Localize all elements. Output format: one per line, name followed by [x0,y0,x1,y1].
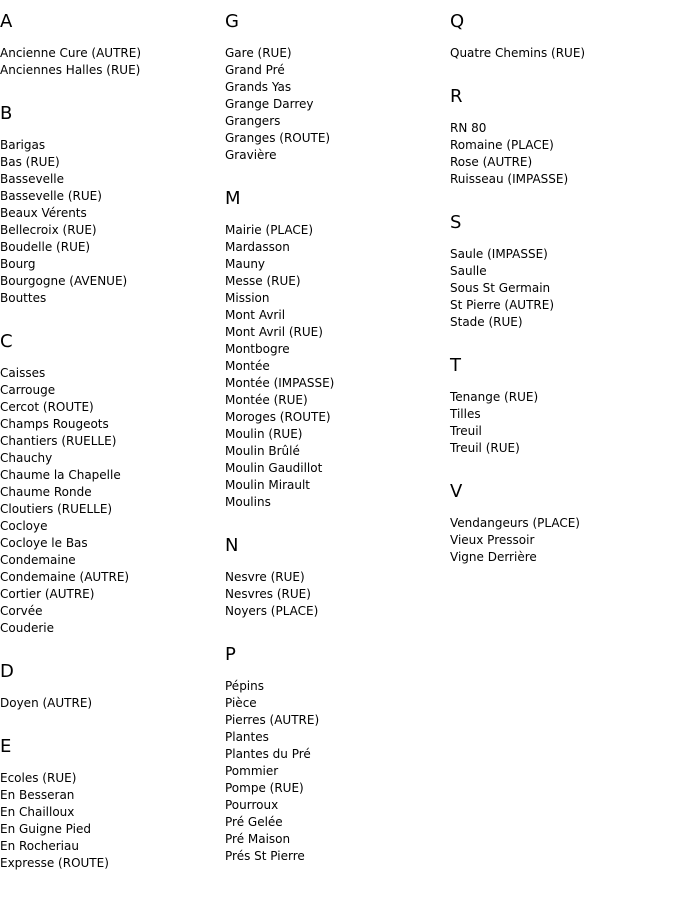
letter-heading: R [450,86,463,107]
letter-section-e [0,737,220,872]
street-entry: Mauny [225,257,266,271]
street-entry: Vendangeurs (PLACE) [450,516,580,530]
street-entry: Rose (AUTRE) [450,155,533,169]
street-entry: Tenange (RUE) [450,390,539,404]
column-3 [450,12,670,591]
street-entry: St Pierre (AUTRE) [450,298,555,312]
street-list [450,246,670,331]
street-entry: Bourg [0,257,36,271]
street-entry: Nesvre (RUE) [225,570,305,584]
street-entry: En Rocheriau [0,839,79,853]
street-entry: Gare (RUE) [225,46,292,60]
street-entry: Chauchy [0,451,53,465]
street-entry: Ancienne Cure (AUTRE) [0,46,141,60]
street-entry: Cortier (AUTRE) [0,587,95,601]
street-entry: Pierres (AUTRE) [225,713,320,727]
street-entry: Bellecroix (RUE) [0,223,97,237]
letter-heading: G [225,11,239,32]
street-entry: Pièce [225,696,257,710]
street-entry: Chaume la Chapelle [0,468,121,482]
street-entry: Carrouge [0,383,56,397]
letter-section-p [225,645,445,865]
street-entry: Champs Rougeots [0,417,109,431]
street-list [0,695,220,712]
street-entry: Mont Avril [225,308,286,322]
street-list [450,515,670,566]
column-1 [0,12,220,897]
letter-heading: C [0,331,13,352]
street-entry: Saulle [450,264,487,278]
letter-heading: D [0,661,14,682]
street-entry: Bassevelle (RUE) [0,189,102,203]
street-entry: Corvée [0,604,43,618]
street-entry: Bouttes [0,291,47,305]
street-entry: Prés St Pierre [225,849,305,863]
street-entry: Pépins [225,679,264,693]
street-entry: Tilles [450,407,481,421]
street-entry: Montée (IMPASSE) [225,376,335,390]
street-entry: Condemaine (AUTRE) [0,570,130,584]
street-entry: Expresse (ROUTE) [0,856,109,870]
letter-section-d [0,662,220,712]
street-list [0,770,220,872]
letter-heading: A [0,11,13,32]
street-entry: Ruisseau (IMPASSE) [450,172,569,186]
street-list [0,45,220,79]
street-entry: Gravière [225,148,277,162]
street-entry: En Besseran [0,788,75,802]
street-entry: Ecoles (RUE) [0,771,77,785]
street-entry: Moulin Mirault [225,478,311,492]
street-entry: Moroges (ROUTE) [225,410,331,424]
street-entry: Montée (RUE) [225,393,308,407]
letter-heading: Q [450,11,465,32]
street-list [450,120,670,188]
street-entry: Grands Yas [225,80,292,94]
letter-heading: S [450,212,462,233]
street-entry: Grand Pré [225,63,285,77]
street-entry: Treuil (RUE) [450,441,520,455]
street-entry: Quatre Chemins (RUE) [450,46,586,60]
letter-heading: T [450,355,461,376]
letter-heading: M [225,188,241,209]
street-entry: Moulin (RUE) [225,427,303,441]
street-entry: Pré Gelée [225,815,283,829]
street-entry: Granges (ROUTE) [225,131,331,145]
street-entry: Montée [225,359,270,373]
letter-heading: V [450,481,463,502]
letter-section-s [450,213,670,331]
street-entry: Anciennes Halles (RUE) [0,63,141,77]
street-entry: Grange Darrey [225,97,314,111]
street-entry: Grangers [225,114,281,128]
street-entry: Caisses [0,366,46,380]
street-list [225,222,445,511]
street-entry: Saule (IMPASSE) [450,247,548,261]
street-entry: Beaux Vérents [0,206,87,220]
letter-section-g [225,12,445,164]
letter-heading: E [0,736,12,757]
street-entry: Moulins [225,495,271,509]
street-entry: Cocloye le Bas [0,536,88,550]
letter-section-v [450,482,670,566]
street-list [450,45,670,62]
street-entry: Doyen (AUTRE) [0,696,93,710]
street-entry: Mission [225,291,270,305]
street-entry: Pommier [225,764,279,778]
street-list [0,365,220,637]
letter-section-b [0,104,220,307]
letter-section-c [0,332,220,637]
street-list [225,45,445,164]
street-entry: Nesvres (RUE) [225,587,311,601]
street-list [0,137,220,307]
letter-section-n [225,536,445,620]
street-list [450,389,670,457]
street-entry: Sous St Germain [450,281,551,295]
street-entry: En Guigne Pied [0,822,91,836]
letter-section-q [450,12,670,62]
street-list [225,678,445,865]
street-entry: Condemaine [0,553,76,567]
street-entry: Plantes [225,730,269,744]
street-entry: Mardasson [225,240,290,254]
street-entry: Cloutiers (RUELLE) [0,502,113,516]
street-entry: Bourgogne (AVENUE) [0,274,128,288]
street-list [225,569,445,620]
street-entry: Noyers (PLACE) [225,604,319,618]
street-entry: Pompe (RUE) [225,781,304,795]
street-entry: Vieux Pressoir [450,533,535,547]
street-entry: Bas (RUE) [0,155,60,169]
street-entry: Chaume Ronde [0,485,92,499]
street-entry: Messe (RUE) [225,274,301,288]
letter-section-t [450,356,670,457]
street-entry: Boudelle (RUE) [0,240,91,254]
street-entry: Montbogre [225,342,290,356]
letter-section-m [225,189,445,511]
street-entry: Romaine (PLACE) [450,138,554,152]
letter-section-a [0,12,220,79]
street-entry: Vigne Derrière [450,550,537,564]
letter-heading: P [225,644,236,665]
column-2 [225,12,445,890]
street-entry: Stade (RUE) [450,315,523,329]
street-entry: Bassevelle [0,172,65,186]
letter-section-r [450,87,670,188]
street-entry: En Chailloux [0,805,75,819]
street-entry: Pré Maison [225,832,291,846]
street-entry: Pourroux [225,798,279,812]
street-entry: Mont Avril (RUE) [225,325,323,339]
street-entry: RN 80 [450,121,487,135]
letter-heading: B [0,103,13,124]
street-entry: Barigas [0,138,46,152]
letter-heading: N [225,535,239,556]
street-entry: Treuil [450,424,482,438]
street-entry: Moulin Brûlé [225,444,300,458]
street-entry: Chantiers (RUELLE) [0,434,117,448]
street-entry: Plantes du Pré [225,747,311,761]
street-entry: Cercot (ROUTE) [0,400,94,414]
street-entry: Moulin Gaudillot [225,461,323,475]
street-entry: Cocloye [0,519,48,533]
street-entry: Mairie (PLACE) [225,223,314,237]
street-entry: Couderie [0,621,54,635]
